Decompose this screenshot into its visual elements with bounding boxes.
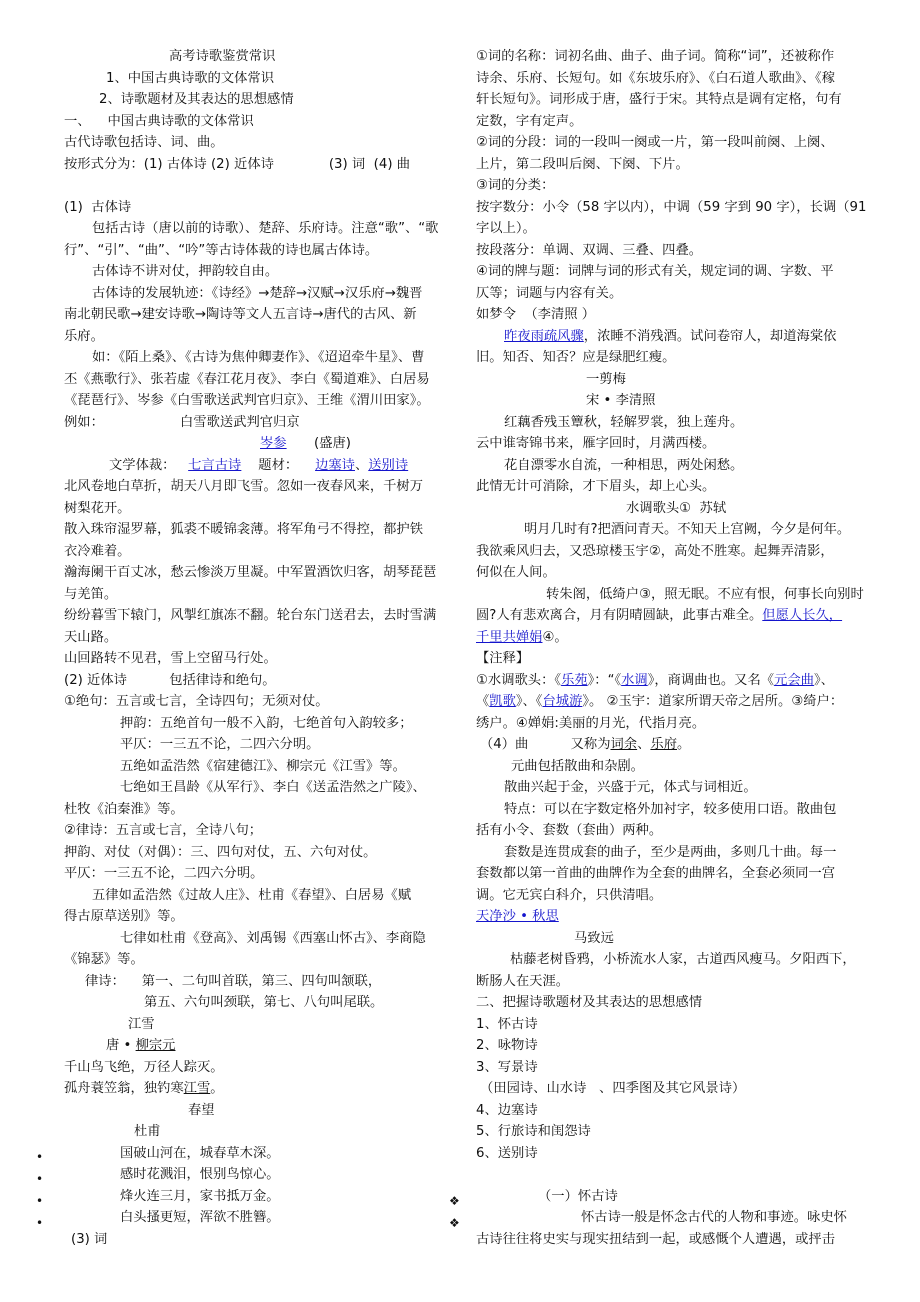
bullet-icon: • (36, 1172, 44, 1186)
genre-label: 题材： (241, 457, 316, 473)
highlight-link[interactable]: 千里共婵娟 (476, 629, 543, 645)
left-line: 与羌笛。 (64, 586, 118, 602)
genre-label: 文学体裁： (109, 457, 189, 473)
left-line: 七律如杜甫《登高》、刘禹锡《西塞山怀古》、李商隐 (120, 930, 426, 946)
note-link[interactable]: 凯歌 (489, 694, 516, 709)
right-line: 此情无计可消除，才下眉头，却上心头。 (476, 479, 716, 494)
right-line: 一剪梅 (586, 371, 626, 387)
right-line: （一）怀古诗 (538, 1188, 618, 1204)
right-line: ④词的牌与题：词牌与词的形式有关，规定词的调、字数、平 (476, 264, 834, 279)
left-line: 杜牧《泊秦淮》等。 (64, 801, 184, 817)
right-column (476, 46, 867, 1250)
left-line: 北风卷地白草折，胡天八月即飞雪。忽如一夜春风来，千树万 (64, 479, 424, 494)
left-line: 包括古诗（唐以前的诗歌）、楚辞、乐府诗。注意“歌”、“歌 (92, 221, 439, 236)
right-line: 按字数分：小令（58 字以内），中调（59 字到 90 字），长调（91 (476, 199, 867, 215)
left-line: ②律诗：五言或七言，全诗八句； (64, 823, 263, 838)
left-line: 一、 中国古典诗歌的文体常识 (64, 113, 254, 129)
left-line: 江雪 (128, 1016, 155, 1032)
highlight-link[interactable]: 但愿人长久， (762, 608, 843, 623)
left-line: 押韵：五绝首句一般不入韵，七绝首句入韵较多； (120, 715, 413, 731)
left-line: (2) 近体诗 包括律诗和绝句。 (64, 672, 276, 688)
left-line (64, 175, 456, 197)
left-line (64, 433, 456, 455)
right-line: 明月几时有?把酒问青天。不知天上宫阙，今夕是何年。 (524, 522, 851, 537)
left-line: 行”、“引”、“曲”、“吟”等古诗体裁的诗也属古体诗。 (64, 242, 379, 258)
author-link[interactable]: 岑参 (260, 436, 287, 451)
left-line: 五律如孟浩然《过故人庄》、杜甫《春望》、白居易《赋 (92, 887, 412, 903)
right-line: ②词的分段：词的一段叫一阕或一片，第一段叫前阕、上阕、 (476, 135, 834, 150)
left-line: 山回路转不见君，雪上空留马行处。 (64, 651, 277, 666)
right-line: 绣户。④婵娟:美丽的月光，代指月亮。 (476, 715, 706, 731)
left-line: 天山路。 (64, 629, 118, 645)
bullet-icon: • (36, 1216, 44, 1230)
left-line: 七绝如王昌龄《从军行》、李白《送孟浩然之广陵》、 (120, 780, 426, 795)
right-line: 千里共婵娟④。 (476, 629, 568, 645)
right-line: 怀古诗一般是怀念古代的人物和事迹。咏史怀 (581, 1210, 847, 1225)
right-line: 元曲包括散曲和杂剧。 (511, 758, 644, 774)
note-link[interactable]: 乐苑 (561, 672, 588, 688)
left-line (64, 455, 456, 477)
right-line: 转朱阁，低绮户③，照无眠。不应有恨，何事长向别时 (546, 586, 864, 602)
left-line: 国破山河在，城春草木深。 (120, 1145, 280, 1161)
left-line: 古代诗歌包括诗、词、曲。 (64, 135, 224, 150)
left-line: 春望 (188, 1102, 215, 1118)
genre-link[interactable]: 送别诗 (368, 457, 409, 473)
left-line: ①绝句：五言或七言，全诗四句；无须对仗。 (64, 694, 329, 709)
note-link[interactable]: 元会曲 (774, 672, 814, 688)
left-line: 纷纷暮雪下辕门，风掣红旗冻不翻。轮台东门送君去，去时雪满 (64, 608, 437, 623)
right-line: 《凯歌》、《台城游》。 ②玉宇：道家所谓天帝之居所。③绮户： (476, 694, 844, 709)
left-line: 如：《陌上桑》、《古诗为焦仲卿妻作》、《迢迢牵牛星》、曹 (92, 350, 425, 365)
left-line: 例如： 白雪歌送武判官归京 (64, 414, 300, 430)
right-line: 按段落分：单调、双调、三叠、四叠。 (476, 242, 703, 258)
genre-link[interactable]: 边塞诗 (315, 457, 355, 473)
right-line (476, 906, 860, 928)
right-line: 宋 • 李清照 (586, 393, 656, 408)
right-line: （4）曲 又称为词余、乐府。 (480, 737, 691, 752)
left-line: 高考诗歌鉴赏常识 (169, 49, 276, 64)
left-line: 得古原草送别》等。 (64, 909, 184, 924)
right-line: 马致远 (574, 930, 614, 946)
right-line: 1、怀古诗 (476, 1016, 538, 1032)
left-line: 五绝如孟浩然《宿建德江》、柳宗元《江雪》等。 (120, 758, 406, 774)
right-line: 云中谁寄锦书来，雁字回时，月满西楼。 (476, 436, 716, 451)
left-line: 树梨花开。 (64, 500, 131, 516)
right-line: 枯藤老树昏鸦，小桥流水人家，古道西风瘦马。夕阳西下， (510, 952, 856, 967)
diamond-bullet-icon: ❖ (449, 1194, 460, 1208)
left-line: 南北朝民歌→建安诗歌→陶诗等文人五言诗→唐代的古风、新 (64, 307, 417, 322)
right-line: 圆?人有悲欢离合，月有阴晴圆缺，此事古难全。但愿人长久， (476, 608, 843, 623)
highlight-link[interactable]: 昨夜雨疏风骤 (504, 328, 584, 344)
right-line: 如梦令 （李清照 ） (476, 307, 596, 322)
right-line: 轩长短句》。词形成于唐，盛行于宋。其特点是调有定格，句有 (476, 92, 842, 107)
right-line: 我欲乘风归去，又恐琼楼玉宇②，高处不胜寒。起舞弄清影， (476, 543, 834, 559)
bullet-icon: • (36, 1194, 44, 1208)
right-line: 2、咏物诗 (476, 1038, 538, 1053)
note-link[interactable]: 台城游 (542, 694, 583, 709)
right-line: 水调歌头① 苏轼 (626, 500, 727, 516)
left-column (64, 46, 456, 1250)
left-line: 2、诗歌题材及其表达的思想感情 (99, 92, 294, 107)
left-line: 孤舟蓑笠翁，独钓寒江雪。 (64, 1081, 224, 1096)
left-line: 丕《燕歌行》、张若虚《春江花月夜》、李白《蜀道难》、白居易 (64, 371, 430, 387)
right-line: ①词的名称：词初名曲、曲子、曲子词。简称“词”，还被称作 (476, 49, 835, 64)
right-line: 花自漂零水自流，一种相思，两处闲愁。 (504, 457, 744, 473)
left-line: 押韵、对仗（对偶）：三、四句对仗，五、六句对仗。 (64, 844, 377, 860)
left-line: 1、中国古典诗歌的文体常识 (106, 70, 275, 86)
right-line: 6、送别诗 (476, 1145, 538, 1161)
left-line: 散入珠帘湿罗幕，狐裘不暖锦衾薄。将军角弓不得控，都护铁 (64, 522, 424, 537)
genre-label: 、 (354, 457, 369, 473)
left-line: 瀚海阑干百丈冰，愁云惨淡万里凝。中军置酒饮归客，胡琴琵琶 (64, 565, 437, 580)
right-line: ③词的分类： (476, 178, 555, 193)
era-label: (盛唐) (314, 436, 351, 451)
left-line: 第五、六句叫颈联，第七、八句叫尾联。 (144, 995, 384, 1010)
left-line: 感时花溅泪，恨别鸟惊心。 (120, 1167, 280, 1182)
right-line: 仄等；词题与内容有关。 (476, 285, 623, 301)
right-line: 古诗往往将史实与现实扭结到一起，或感慨个人遭遇，或抨击 (476, 1231, 836, 1247)
right-line: 3、写景诗 (476, 1059, 538, 1075)
right-line: 定数，字有定声。 (476, 113, 583, 129)
right-line: 套数是连贯成套的曲子，至少是两曲，多则几十曲。每一 (504, 844, 837, 860)
left-line: 《琵琶行》、岑参《白雪歌送武判官归京》、王维《渭川田家》。 (64, 393, 430, 408)
genre-link[interactable]: 七言古诗 (188, 457, 242, 473)
right-line: 套数都以第一首曲的曲牌作为全套的曲牌名，全套必须同一宫 (476, 866, 836, 881)
left-line: 白头搔更短，浑欲不胜簪。 (120, 1210, 280, 1225)
title-link[interactable]: 天净沙 • 秋思 (476, 909, 559, 924)
left-line: 衣冷难着。 (64, 543, 131, 559)
right-line: 二、把握诗歌题材及其表达的思想感情 (476, 995, 703, 1010)
left-line: 按形式分为：(1) 古体诗 (2) 近体诗 (3) 词 (4) 曲 (64, 156, 411, 172)
right-line: 何似在人间。 (476, 565, 556, 580)
right-line: 4、边塞诗 (476, 1102, 538, 1118)
left-line: 律诗： 第一、二句叫首联，第三、四句叫颔联， (85, 973, 382, 989)
left-line: (3) 词 (71, 1231, 108, 1247)
right-line: 括有小令、套数（套曲）两种。 (476, 823, 663, 838)
right-line: 字以上）。 (476, 221, 536, 236)
left-line: 乐府。 (64, 328, 104, 344)
right-line: ①水调歌头：《乐苑》：“《水调》，商调曲也。又名《元会曲》、 (476, 672, 834, 688)
right-line: 红藕香残玉簟秋，轻解罗裳，独上莲舟。 (504, 414, 744, 430)
note-link[interactable]: 水调 (621, 672, 648, 688)
diamond-bullet-icon: ❖ (449, 1216, 460, 1230)
left-line: (1) 古体诗 (64, 199, 132, 215)
right-line: （田园诗、山水诗 、四季图及其它风景诗） (480, 1081, 746, 1096)
left-line: 唐 • 柳宗元 (106, 1038, 176, 1053)
left-line: 古体诗的发展轨迹：《诗经》→楚辞→汉赋→汉乐府→魏晋 (92, 285, 423, 301)
author-name: 柳宗元 (135, 1038, 176, 1053)
right-line: 上片，第二段叫后阕、下阕、下片。 (476, 156, 689, 172)
right-line: 旧。知否、知否？应是绿肥红瘦。 (476, 350, 676, 365)
left-line: 烽火连三月，家书抵万金。 (120, 1188, 280, 1204)
right-line (476, 1164, 860, 1186)
right-line: 断肠人在天涯。 (476, 973, 570, 989)
right-line: 诗余、乐府、长短句。如《东坡乐府》、《白石道人歌曲》、《稼 (476, 70, 836, 86)
right-line: 散曲兴起于金，兴盛于元，体式与词相近。 (504, 780, 757, 795)
left-line: 古体诗不讲对仗，押韵较自由。 (92, 264, 279, 279)
left-line: 千山鸟飞绝，万径人踪灭。 (64, 1059, 224, 1075)
right-line: 5、行旅诗和闺怨诗 (476, 1124, 591, 1139)
right-line: 调。它无宾白科介，只供清唱。 (476, 887, 663, 903)
left-line: 平仄：一三五不论，二四六分明。 (64, 866, 264, 881)
right-line: 昨夜雨疏风骤，浓睡不消残酒。试问卷帘人，却道海棠依 (504, 328, 837, 344)
left-line: 《锦瑟》等。 (64, 952, 144, 967)
left-line: 杜甫 (134, 1124, 161, 1139)
right-line: 【注释】 (476, 651, 530, 666)
left-line: 平仄：一三五不论，二四六分明。 (120, 737, 320, 752)
bullet-icon: • (36, 1150, 44, 1164)
right-line: 特点：可以在字数定格外加衬字，较多使用口语。散曲包 (504, 801, 837, 817)
